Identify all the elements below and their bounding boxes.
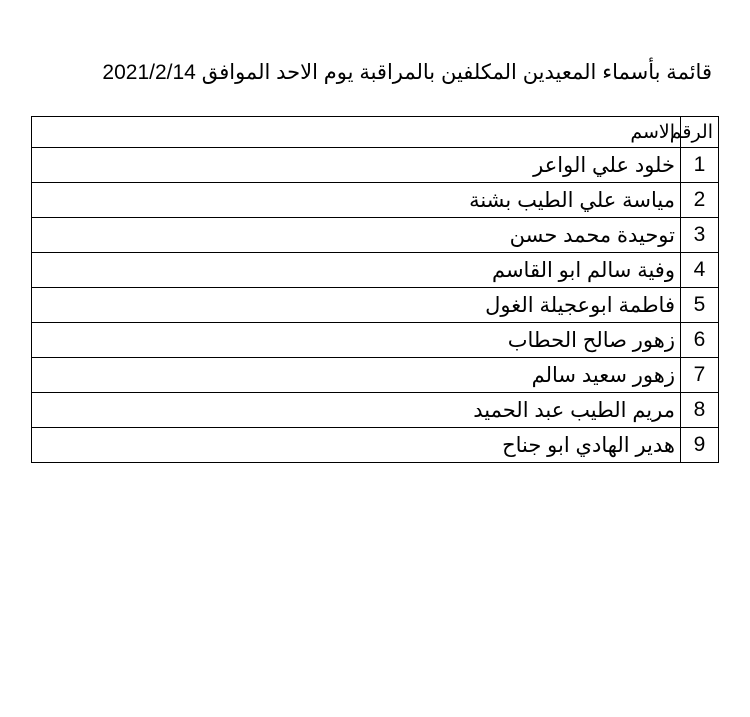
row-name: زهور صالح الحطاب bbox=[32, 323, 681, 358]
table-row bbox=[32, 323, 719, 358]
page-title: قائمة بأسماء المعيدين المكلفين بالمراقبة يوم الاحد الموافق 2021/2/14 bbox=[102, 61, 712, 84]
row-name: فاطمة ابوعجيلة الغول bbox=[32, 288, 681, 323]
row-name: وفية سالم ابو القاسم bbox=[32, 253, 681, 288]
row-number: 9 bbox=[681, 428, 719, 463]
table-row bbox=[32, 288, 719, 323]
row-number: 2 bbox=[681, 183, 719, 218]
header-number: الرقم bbox=[681, 117, 719, 148]
row-number: 7 bbox=[681, 358, 719, 393]
row-name: توحيدة محمد حسن bbox=[32, 218, 681, 253]
row-name: هدير الهادي ابو جناح bbox=[32, 428, 681, 463]
row-number: 8 bbox=[681, 393, 719, 428]
table-row bbox=[32, 183, 719, 218]
row-number: 4 bbox=[681, 253, 719, 288]
table-row bbox=[32, 393, 719, 428]
row-number: 1 bbox=[681, 148, 719, 183]
table-row bbox=[32, 218, 719, 253]
table-row bbox=[32, 358, 719, 393]
row-number: 5 bbox=[681, 288, 719, 323]
row-number: 3 bbox=[681, 218, 719, 253]
table-row bbox=[32, 253, 719, 288]
names-table bbox=[31, 116, 719, 463]
row-name: مريم الطيب عبد الحميد bbox=[32, 393, 681, 428]
row-name: مياسة علي الطيب بشنة bbox=[32, 183, 681, 218]
header-name: الاسم bbox=[32, 117, 681, 148]
row-number: 6 bbox=[681, 323, 719, 358]
table-row bbox=[32, 428, 719, 463]
table-header-row bbox=[32, 117, 719, 148]
table-row bbox=[32, 148, 719, 183]
row-name: زهور سعيد سالم bbox=[32, 358, 681, 393]
row-name: خلود علي الواعر bbox=[32, 148, 681, 183]
